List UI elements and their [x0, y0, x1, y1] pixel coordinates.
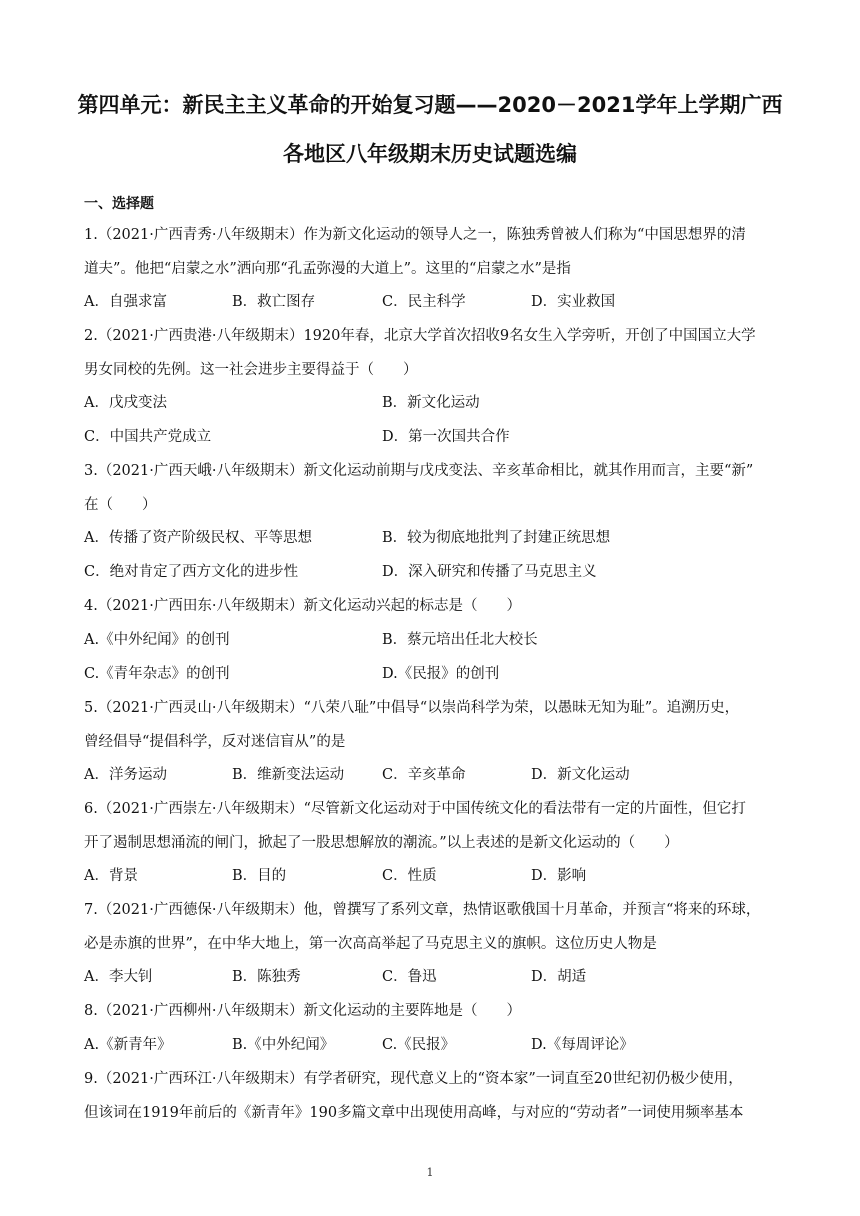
question-3-line-2: 在（ ）	[84, 497, 157, 513]
question-1-line-2: 道夫”。他把“启蒙之水”洒向那“孔孟弥漫的大道上”。这里的“启蒙之水”是指	[84, 261, 571, 277]
question-6-line-1: 6.（2021·广西崇左·八年级期末）“尽管新文化运动对于中国传统文化的看法带有一定的片面性，但它打	[84, 801, 746, 817]
question-1-option-b: B．救亡图存	[232, 294, 316, 310]
question-4-option-a: A.《中外纪闻》的创刊	[84, 632, 230, 648]
question-6-line-2: 开了遏制思想涌流的闸门，掀起了一股思想解放的潮流。”以上表述的是新文化运动的（ ）	[84, 835, 679, 851]
question-7-option-c: C．鲁迅	[382, 969, 437, 985]
question-9-line-1: 9.（2021·广西环江·八年级期末）有学者研究，现代意义上的“资本家”一词直至20世纪初仍极少使用，	[84, 1071, 743, 1087]
question-2-option-b: B．新文化运动	[382, 395, 480, 411]
question-3-option-b: B．较为彻底地批判了封建正统思想	[382, 530, 611, 546]
question-2-option-d: D．第一次国共合作	[382, 429, 510, 445]
document-title-line-1: 第四单元：新民主主义革命的开始复习题——2020－2021学年上学期广西	[77, 93, 783, 117]
document-title-line-2: 各地区八年级期末历史试题选编	[283, 142, 577, 166]
question-5-option-b: B．维新变法运动	[232, 767, 345, 783]
question-4-option-b: B．蔡元培出任北大校长	[382, 632, 538, 648]
page-number: 1	[426, 1166, 434, 1179]
question-3-option-a: A．传播了资产阶级民权、平等思想	[84, 530, 312, 546]
question-4-option-d: D.《民报》的创刊	[382, 666, 500, 682]
question-2-option-a: A．戊戌变法	[84, 395, 167, 411]
question-7-line-2: 必是赤旗的世界”，在中华大地上，第一次高高举起了马克思主义的旗帜。这位历史人物是	[84, 936, 657, 952]
question-5-line-1: 5.（2021·广西灵山·八年级期末）“八荣八耻”中倡导“以崇尚科学为荣，以愚昧无知为耻”。追溯历史，	[84, 700, 740, 716]
question-7-line-1: 7.（2021·广西德保·八年级期末）他，曾撰写了系列文章，热情讴歌俄国十月革命，并预言“将来的环球，	[84, 902, 761, 918]
question-6-option-b: B．目的	[232, 868, 287, 884]
question-4-line-1: 4.（2021·广西田东·八年级期末）新文化运动兴起的标志是（ ）	[84, 598, 521, 614]
question-7-option-b: B．陈独秀	[232, 969, 301, 985]
question-5-option-c: C．辛亥革命	[382, 767, 466, 783]
question-3-option-d: D．深入研究和传播了马克思主义	[382, 564, 597, 580]
section-heading: 一、选择题	[84, 196, 154, 212]
question-8-line-1: 8.（2021·广西柳州·八年级期末）新文化运动的主要阵地是（ ）	[84, 1003, 521, 1019]
question-1-option-d: D．实业救国	[531, 294, 616, 310]
question-3-line-1: 3.（2021·广西天峨·八年级期末）新文化运动前期与戊戌变法、辛亥革命相比，就其作用而言，主要“新”	[84, 463, 754, 479]
question-5-line-2: 曾经倡导“提倡科学，反对迷信盲从”的是	[84, 734, 346, 750]
question-1-option-a: A．自强求富	[84, 294, 167, 310]
question-1-line-1: 1.（2021·广西青秀·八年级期末）作为新文化运动的领导人之一，陈独秀曾被人们称为“中国思想界的清	[84, 227, 746, 243]
question-8-option-a: A.《新青年》	[84, 1037, 172, 1053]
question-4-option-c: C.《青年杂志》的创刊	[84, 666, 230, 682]
question-2-option-c: C．中国共产党成立	[84, 429, 212, 445]
question-3-option-c: C．绝对肯定了西方文化的进步性	[84, 564, 299, 580]
question-6-option-c: C．性质	[382, 868, 437, 884]
question-7-option-a: A．李大钊	[84, 969, 153, 985]
question-5-option-d: D．新文化运动	[531, 767, 630, 783]
question-1-option-c: C．民主科学	[382, 294, 466, 310]
question-2-line-2: 男女同校的先例。这一社会进步主要得益于（ ）	[84, 362, 418, 378]
question-7-option-d: D．胡适	[531, 969, 587, 985]
question-2-line-1: 2.（2021·广西贵港·八年级期末）1920年春，北京大学首次招收9名女生入学旁听，开创了中国国立大学	[84, 328, 756, 344]
question-5-option-a: A．洋务运动	[84, 767, 167, 783]
question-8-option-c: C.《民报》	[382, 1037, 456, 1053]
question-6-option-a: A．背景	[84, 868, 138, 884]
question-8-option-b: B.《中外纪闻》	[232, 1037, 335, 1053]
question-6-option-d: D．影响	[531, 868, 587, 884]
question-8-option-d: D.《每周评论》	[531, 1037, 634, 1053]
question-9-line-2: 但该词在1919年前后的《新青年》190多篇文章中出现使用高峰，与对应的“劳动者”一词使用频率基本	[84, 1105, 744, 1121]
